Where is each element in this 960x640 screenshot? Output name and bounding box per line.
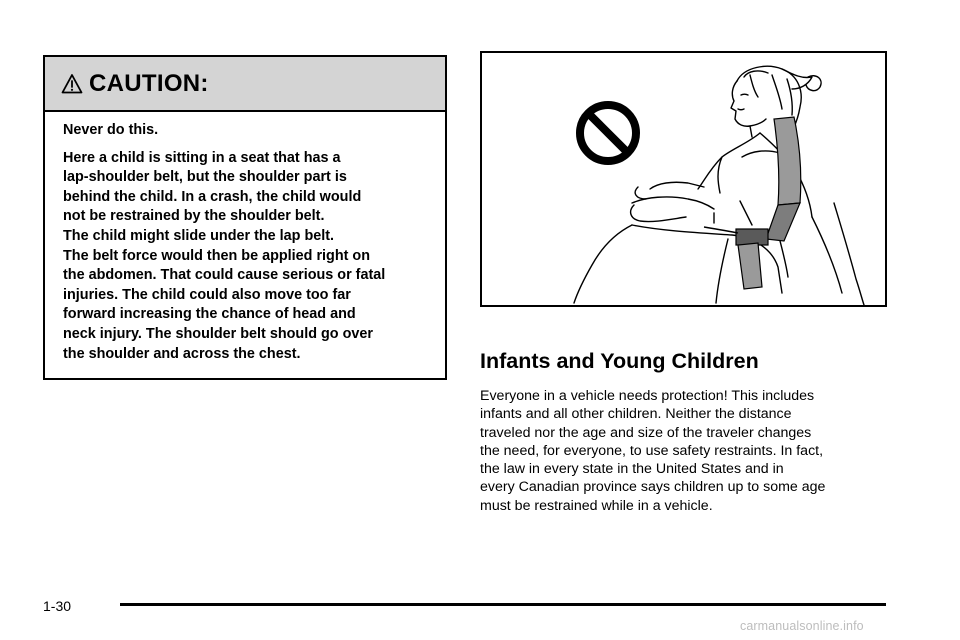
caution-body xyxy=(45,112,445,364)
watermark-text: carmanualsonline.info xyxy=(740,619,864,633)
caution-paragraph xyxy=(63,149,429,365)
section-body xyxy=(480,387,890,515)
caution-line: lap-shoulder belt, but the shoulder part is xyxy=(63,169,347,186)
child-seatbelt-drawing xyxy=(482,53,885,305)
prohibition-icon xyxy=(580,105,636,161)
caution-line: the shoulder and across the chest. xyxy=(63,345,301,362)
footer-rule xyxy=(120,603,886,606)
caution-line: The belt force would then be applied right on xyxy=(63,247,371,264)
body-line: must be restrained while in a vehicle. xyxy=(480,497,713,514)
body-line: infants and all other children. Neither the distance xyxy=(480,406,792,423)
caution-line: injuries. The child could also move too far xyxy=(63,286,351,303)
caution-line: neck injury. The shoulder belt should go over xyxy=(63,325,373,342)
caution-title: CAUTION: xyxy=(89,69,209,97)
section-title: Infants and Young Children xyxy=(480,349,759,373)
body-line: Everyone in a vehicle needs protection! This includes xyxy=(480,388,815,404)
warning-triangle-icon xyxy=(61,73,89,95)
body-line: every Canadian province says children up to some age xyxy=(480,479,826,496)
seatbelt-strap xyxy=(704,117,801,289)
caution-box xyxy=(43,55,447,380)
caution-first-line: Never do this. xyxy=(63,122,159,138)
seatbelt-illustration xyxy=(480,51,887,307)
caution-header xyxy=(45,57,445,112)
caution-line: behind the child. In a crash, the child would xyxy=(63,188,362,205)
body-line: traveled nor the age and size of the traveler changes xyxy=(480,424,812,441)
caution-line: forward increasing the chance of head and xyxy=(63,306,356,323)
caution-line: The child might slide under the lap belt. xyxy=(63,227,335,244)
body-line: the law in every state in the United States and in xyxy=(480,461,784,478)
child-figure xyxy=(574,66,864,305)
body-line: the need, for everyone, to use safety restraints. In fact, xyxy=(480,442,824,459)
page-number: 1-30 xyxy=(43,598,72,614)
caution-line: Here a child is sitting in a seat that has a xyxy=(63,149,341,166)
caution-line: the abdomen. That could cause serious or fatal xyxy=(63,267,386,284)
caution-line: not be restrained by the shoulder belt. xyxy=(63,208,325,225)
